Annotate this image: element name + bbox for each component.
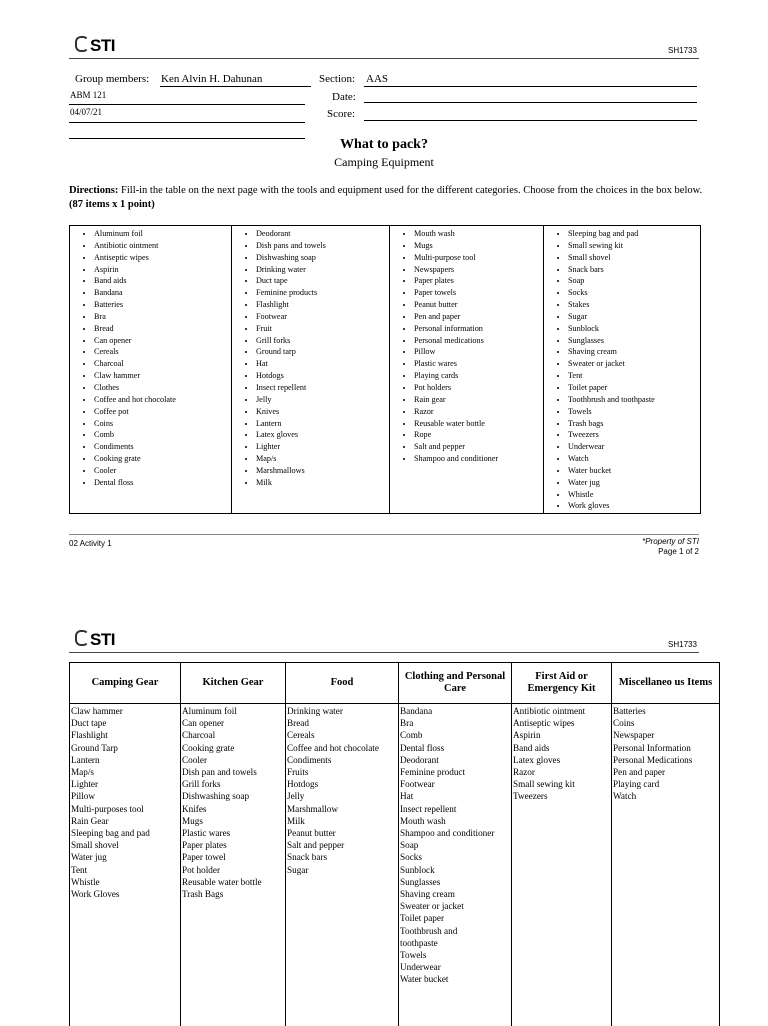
footer-page-number: Page 1 of 2 <box>658 547 699 556</box>
choice-item: • Towels <box>568 406 700 418</box>
answer-item: Sunblock <box>400 864 510 876</box>
choice-item: • Coffee and hot chocolate <box>94 394 231 406</box>
answer-item: Pen and paper <box>613 766 718 778</box>
choice-item: • Antiseptic wipes <box>94 252 231 264</box>
choice-item: • Bandana <box>94 287 231 299</box>
answer-item: Aspirin <box>513 729 610 741</box>
section-value: AAS <box>366 73 388 85</box>
answers-table <box>69 662 720 1026</box>
choice-item: • Paper towels <box>414 287 543 299</box>
choice-item: • Razor <box>414 406 543 418</box>
choice-item: • Batteries <box>94 299 231 311</box>
answer-item: Sugar <box>287 864 397 876</box>
clothing-personal-care-cell[interactable] <box>399 704 512 1026</box>
answer-item: Towels <box>400 949 510 961</box>
footer-activity: 02 Activity 1 <box>69 539 112 548</box>
directions-text: Fill-in the table on the next page with the tools and equipment used for the different categories. Choose from the choices in the box below. <box>118 185 702 196</box>
header-food: Food <box>286 663 399 704</box>
choice-item: • Deodorant <box>256 228 389 240</box>
choice-item: • Rope <box>414 429 543 441</box>
choice-item: • Pot holders <box>414 382 543 394</box>
answer-item: Milk <box>287 815 397 827</box>
answer-item: Underwear <box>400 961 510 973</box>
answers-row <box>70 704 720 1026</box>
answer-item: Salt and pepper <box>287 839 397 851</box>
answer-item: Cooking grate <box>182 742 284 754</box>
answer-item: Pillow <box>71 790 179 802</box>
sti-logo <box>75 36 115 56</box>
choice-item: • Drinking water <box>256 264 389 276</box>
first-aid-kit-cell[interactable] <box>512 704 612 1026</box>
choices-column-3 <box>390 226 544 513</box>
answer-item: Playing card <box>613 778 718 790</box>
group-members-label: Group members: <box>75 73 149 85</box>
choice-item: • Clothes <box>94 382 231 394</box>
group-line-2 <box>69 104 305 105</box>
choice-item: • Bra <box>94 311 231 323</box>
answer-item: Tweezers <box>513 790 610 802</box>
answer-item: Shampoo and conditioner <box>400 827 510 839</box>
choice-item: • Soap <box>568 275 700 287</box>
directions-label: Directions: <box>69 185 118 196</box>
choice-item: • Pen and paper <box>414 311 543 323</box>
header-kitchen-gear: Kitchen Gear <box>181 663 286 704</box>
answer-item: Reusable water bottle <box>182 876 284 888</box>
choice-item: • Dental floss <box>94 477 231 489</box>
choice-item: • Personal information <box>414 323 543 335</box>
section-line <box>364 86 697 87</box>
answer-item: Personal Information <box>613 742 718 754</box>
document-code-page-2: SH1733 <box>668 640 697 649</box>
choice-item: • Flashlight <box>256 299 389 311</box>
group-line-3 <box>69 122 305 123</box>
group-member-line-3: 04/07/21 <box>70 107 102 117</box>
answer-item: Plastic wares <box>182 827 284 839</box>
choice-item: • Snack bars <box>568 264 700 276</box>
answer-item: Peanut butter <box>287 827 397 839</box>
footer-property: *Property of STI <box>642 537 699 546</box>
section-label: Section: <box>319 73 355 85</box>
answer-item: Marshmallow <box>287 803 397 815</box>
answer-item: Bread <box>287 717 397 729</box>
answer-item: Can opener <box>182 717 284 729</box>
answer-item: Footwear <box>400 778 510 790</box>
choice-item: • Work gloves <box>568 500 700 512</box>
date-label: Date: <box>332 91 356 103</box>
answer-item: Charcoal <box>182 729 284 741</box>
answer-item: Sleeping bag and pad <box>71 827 179 839</box>
answer-item: Watch <box>613 790 718 802</box>
answer-item: Aluminum foil <box>182 705 284 717</box>
choice-item: • Small shovel <box>568 252 700 264</box>
answer-item: Antiseptic wipes <box>513 717 610 729</box>
choice-item: • Fruit <box>256 323 389 335</box>
camping-gear-cell[interactable] <box>70 704 181 1026</box>
choice-item: • Plastic wares <box>414 358 543 370</box>
sti-logo-mark-icon <box>75 36 89 52</box>
directions-points: (87 items x 1 point) <box>69 199 155 210</box>
choice-item: • Watch <box>568 453 700 465</box>
choice-item: • Shaving cream <box>568 346 700 358</box>
answer-item: Dental floss <box>400 742 510 754</box>
choice-item: • Knives <box>256 406 389 418</box>
choice-item: • Salt and pepper <box>414 441 543 453</box>
choice-item: • Personal medications <box>414 335 543 347</box>
answer-item: Jelly <box>287 790 397 802</box>
group-member-line-2: ABM 121 <box>70 90 106 100</box>
answer-item: Knifes <box>182 803 284 815</box>
answer-item: Cereals <box>287 729 397 741</box>
answer-item: Small shovel <box>71 839 179 851</box>
header-miscellaneous-items: Miscellaneo us Items <box>612 663 720 704</box>
choice-item: • Band aids <box>94 275 231 287</box>
choice-item: • Can opener <box>94 335 231 347</box>
page-title: What to pack? <box>0 137 768 153</box>
sti-logo-text: STI <box>90 630 115 649</box>
answer-item: Lantern <box>71 754 179 766</box>
group-members-line <box>160 86 311 87</box>
choice-item: • Bread <box>94 323 231 335</box>
answer-item: Cooler <box>182 754 284 766</box>
directions <box>69 184 704 212</box>
miscellaneous-items-cell[interactable] <box>612 704 720 1026</box>
answer-item: Personal Medications <box>613 754 718 766</box>
answer-item: Antibiotic ointment <box>513 705 610 717</box>
answer-item: Paper towel <box>182 851 284 863</box>
answer-item: Hotdogs <box>287 778 397 790</box>
choice-item: • Tent <box>568 370 700 382</box>
answer-item: Band aids <box>513 742 610 754</box>
choice-item: • Playing cards <box>414 370 543 382</box>
choice-item: • Duct tape <box>256 275 389 287</box>
choice-item: • Insect repellent <box>256 382 389 394</box>
answer-item: Sunglasses <box>400 876 510 888</box>
choice-item: • Hotdogs <box>256 370 389 382</box>
food-cell[interactable] <box>286 704 399 1026</box>
answer-item: toothpaste <box>400 937 510 949</box>
answer-item: Grill forks <box>182 778 284 790</box>
answer-item: Flashlight <box>71 729 179 741</box>
choice-item: • Feminine products <box>256 287 389 299</box>
choice-item: • Cooking grate <box>94 453 231 465</box>
choices-column-4 <box>544 226 700 513</box>
answer-item: Hat <box>400 790 510 802</box>
answer-item: Map/s <box>71 766 179 778</box>
choice-item: • Sugar <box>568 311 700 323</box>
header-rule-page-2 <box>69 652 699 653</box>
choice-item: • Aluminum foil <box>94 228 231 240</box>
choice-item: • Latex gloves <box>256 429 389 441</box>
choice-item: • Charcoal <box>94 358 231 370</box>
header-clothing-personal-care: Clothing and Personal Care <box>399 663 512 704</box>
answer-item: Tent <box>71 864 179 876</box>
choice-item: • Toilet paper <box>568 382 700 394</box>
answer-item: Mouth wash <box>400 815 510 827</box>
group-members-value: Ken Alvin H. Dahunan <box>161 73 262 85</box>
answer-item: Pot holder <box>182 864 284 876</box>
answer-item: Razor <box>513 766 610 778</box>
choice-item: • Newspapers <box>414 264 543 276</box>
answer-item: Condiments <box>287 754 397 766</box>
choice-item: • Sunblock <box>568 323 700 335</box>
choice-item: • Antibiotic ointment <box>94 240 231 252</box>
answer-item: Bra <box>400 717 510 729</box>
choice-item: • Dish pans and towels <box>256 240 389 252</box>
answer-item: Newspaper <box>613 729 718 741</box>
answer-item: Coins <box>613 717 718 729</box>
choice-item: • Peanut butter <box>414 299 543 311</box>
answer-item: Feminine product <box>400 766 510 778</box>
choice-item: • Sweater or jacket <box>568 358 700 370</box>
answer-item: Toothbrush and <box>400 925 510 937</box>
choices-box <box>69 225 701 514</box>
answer-item: Whistle <box>71 876 179 888</box>
choice-item: • Dishwashing soap <box>256 252 389 264</box>
answer-item: Paper plates <box>182 839 284 851</box>
choice-item: • Claw hammer <box>94 370 231 382</box>
choice-item: • Cooler <box>94 465 231 477</box>
choice-item: • Map/s <box>256 453 389 465</box>
choice-item: • Toothbrush and toothpaste <box>568 394 700 406</box>
choice-item: • Pillow <box>414 346 543 358</box>
document-code: SH1733 <box>668 46 697 55</box>
sti-logo-text: STI <box>90 36 115 55</box>
choice-item: • Shampoo and conditioner <box>414 453 543 465</box>
footer-rule <box>69 534 699 535</box>
choice-item: • Tweezers <box>568 429 700 441</box>
choice-item: • Whistle <box>568 489 700 501</box>
header-camping-gear: Camping Gear <box>70 663 181 704</box>
choice-item: • Small sewing kit <box>568 240 700 252</box>
answers-header-row <box>70 663 720 704</box>
choice-item: • Trash bags <box>568 418 700 430</box>
answer-item: Toilet paper <box>400 912 510 924</box>
choice-item: • Water bucket <box>568 465 700 477</box>
choice-item: • Comb <box>94 429 231 441</box>
answer-item: Trash Bags <box>182 888 284 900</box>
answer-item: Comb <box>400 729 510 741</box>
choice-item: • Paper plates <box>414 275 543 287</box>
choice-item: • Footwear <box>256 311 389 323</box>
answer-item: Socks <box>400 851 510 863</box>
score-line <box>364 120 697 121</box>
answer-item: Deodorant <box>400 754 510 766</box>
choice-item: • Rain gear <box>414 394 543 406</box>
header-rule <box>69 58 699 59</box>
choice-item: • Sleeping bag and pad <box>568 228 700 240</box>
answer-item: Dish pan and towels <box>182 766 284 778</box>
answer-item: Fruits <box>287 766 397 778</box>
choice-item: • Mugs <box>414 240 543 252</box>
answer-item: Mugs <box>182 815 284 827</box>
answer-item: Dishwashing soap <box>182 790 284 802</box>
choice-item: • Marshmallows <box>256 465 389 477</box>
choice-item: • Socks <box>568 287 700 299</box>
date-line <box>364 102 697 103</box>
sti-logo-page-2 <box>75 630 115 650</box>
choice-item: • Underwear <box>568 441 700 453</box>
answer-item: Insect repellent <box>400 803 510 815</box>
answer-item: Work Gloves <box>71 888 179 900</box>
answer-item: Water bucket <box>400 973 510 985</box>
choice-item: • Stakes <box>568 299 700 311</box>
choice-item: • Mouth wash <box>414 228 543 240</box>
answer-item: Duct tape <box>71 717 179 729</box>
choice-item: • Milk <box>256 477 389 489</box>
choice-item: • Condiments <box>94 441 231 453</box>
answer-item: Snack bars <box>287 851 397 863</box>
choice-item: • Lantern <box>256 418 389 430</box>
answer-item: Soap <box>400 839 510 851</box>
choice-item: • Cereals <box>94 346 231 358</box>
choice-item: • Multi-purpose tool <box>414 252 543 264</box>
answer-item: Shaving cream <box>400 888 510 900</box>
header-first-aid-kit: First Aid or Emergency Kit <box>512 663 612 704</box>
score-label: Score: <box>327 108 355 120</box>
sti-logo-mark-icon <box>75 630 89 646</box>
page-subtitle: Camping Equipment <box>0 155 768 170</box>
choice-item: • Coffee pot <box>94 406 231 418</box>
kitchen-gear-cell[interactable] <box>181 704 286 1026</box>
choice-item: • Hat <box>256 358 389 370</box>
answer-item: Water jug <box>71 851 179 863</box>
answer-item: Rain Gear <box>71 815 179 827</box>
choice-item: • Grill forks <box>256 335 389 347</box>
answer-item: Drinking water <box>287 705 397 717</box>
answer-item: Lighter <box>71 778 179 790</box>
choice-item: • Ground tarp <box>256 346 389 358</box>
answer-item: Small sewing kit <box>513 778 610 790</box>
choice-item: • Reusable water bottle <box>414 418 543 430</box>
answer-item: Sweater or jacket <box>400 900 510 912</box>
choice-item: • Coins <box>94 418 231 430</box>
choice-item: • Water jug <box>568 477 700 489</box>
choice-item: • Lighter <box>256 441 389 453</box>
choice-item: • Aspirin <box>94 264 231 276</box>
answer-item: Coffee and hot chocolate <box>287 742 397 754</box>
answer-item: Latex gloves <box>513 754 610 766</box>
answer-item: Bandana <box>400 705 510 717</box>
choices-column-2 <box>232 226 390 513</box>
answer-item: Multi-purposes tool <box>71 803 179 815</box>
answer-item: Claw hammer <box>71 705 179 717</box>
answer-item: Ground Tarp <box>71 742 179 754</box>
choice-item: • Sunglasses <box>568 335 700 347</box>
choice-item: • Jelly <box>256 394 389 406</box>
choices-column-1 <box>70 226 232 513</box>
answer-item: Batteries <box>613 705 718 717</box>
